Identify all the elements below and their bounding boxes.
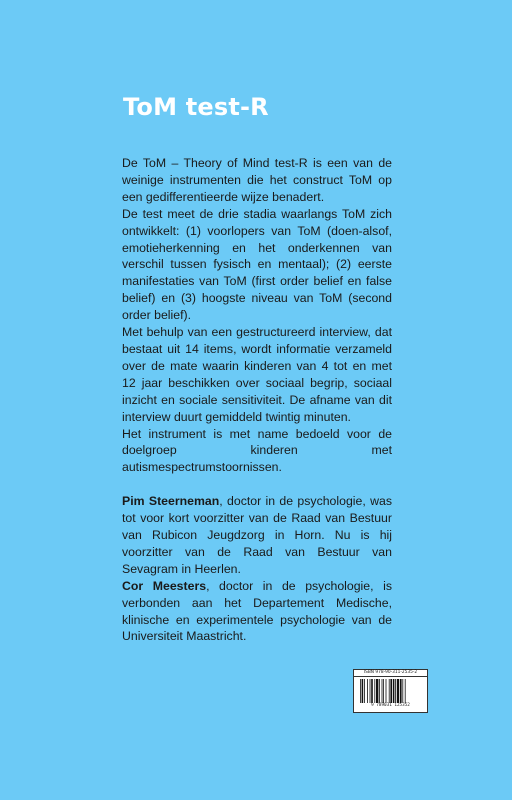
barcode-bar bbox=[369, 679, 370, 703]
barcode-bar bbox=[385, 679, 386, 703]
description-paragraph-2: De test meet de drie stadia waarlangs ToM zich ontwikkelt: (1) voorlopers van ToM (doen-alsof, emotieherkenning en het onderkennen van verschil tussen fysisch en mentaal); (2) eerste manifestaties van ToM (first order belief en false belief) en (3) hoogste niveau van ToM (second order belief). bbox=[122, 206, 392, 323]
barcode-bar bbox=[396, 679, 398, 703]
barcode-bar bbox=[381, 679, 382, 703]
barcode-bar bbox=[390, 679, 392, 703]
barcode-bar bbox=[395, 679, 396, 703]
description-paragraph-4: Het instrument is met name bedoeld voor de doelgroep kinderen met autismespectrumstoornissen. bbox=[122, 426, 392, 475]
author-name-1: Pim Steerneman bbox=[122, 494, 220, 509]
barcode-bar bbox=[361, 679, 363, 703]
barcode-bar bbox=[388, 679, 389, 703]
barcode-bar bbox=[383, 679, 384, 703]
description-paragraph-3: Met behulp van een gestructureerd interview, dat bestaat uit 14 items, wordt informatie verzameld over de mate waarin kinderen van 4 tot en met 12 jaar beschikken over sociaal begrip, sociaal inzicht en sociale sensitiviteit. De afname van dit interview duurt gemiddeld twintig minuten. bbox=[122, 325, 392, 424]
barcode-bar bbox=[379, 679, 380, 703]
barcode-bar bbox=[404, 679, 405, 703]
author-bio-1 bbox=[122, 493, 392, 578]
barcode-bar bbox=[364, 679, 365, 703]
barcode-bars bbox=[359, 679, 423, 703]
book-title: ToM test-R bbox=[123, 93, 269, 121]
back-cover-text bbox=[122, 155, 392, 645]
barcode-bar bbox=[376, 679, 378, 703]
author-bio-text-2: , doctor in de psychologie, is verbonden aan het Departement Medische, klinische en experimentele psychologie van de Universiteit Maastricht. bbox=[122, 578, 392, 644]
barcode-bar bbox=[400, 679, 402, 703]
author-bio-2 bbox=[122, 578, 392, 646]
isbn-label: ISBN 978-90-311-2535-2 bbox=[354, 670, 427, 677]
barcode-bar bbox=[367, 679, 368, 703]
barcode-bar bbox=[374, 679, 375, 703]
barcode-bar bbox=[402, 679, 403, 703]
barcode-bar bbox=[371, 679, 373, 703]
barcode-bar bbox=[392, 679, 394, 703]
section-spacer bbox=[122, 476, 392, 493]
author-name-2: Cor Meesters bbox=[122, 578, 207, 593]
author-bio-text-1: , doctor in de psychologie, was tot voor kort voorzitter van de Raad van Bestuur van Rubicon Jeugdzorg in Horn. Nu is hij voorzitter van de Raad van Bestuur van Sevagram in Heerlen. bbox=[122, 494, 392, 576]
barcode-bar bbox=[360, 679, 361, 703]
description-paragraph-1: De ToM – Theory of Mind test-R is een van de weinige instrumenten die het construct ToM op een gedifferentieerde wijze benadert. bbox=[122, 156, 392, 204]
isbn-barcode bbox=[353, 669, 428, 713]
barcode-digits: 9 789031 125352 bbox=[371, 703, 410, 708]
